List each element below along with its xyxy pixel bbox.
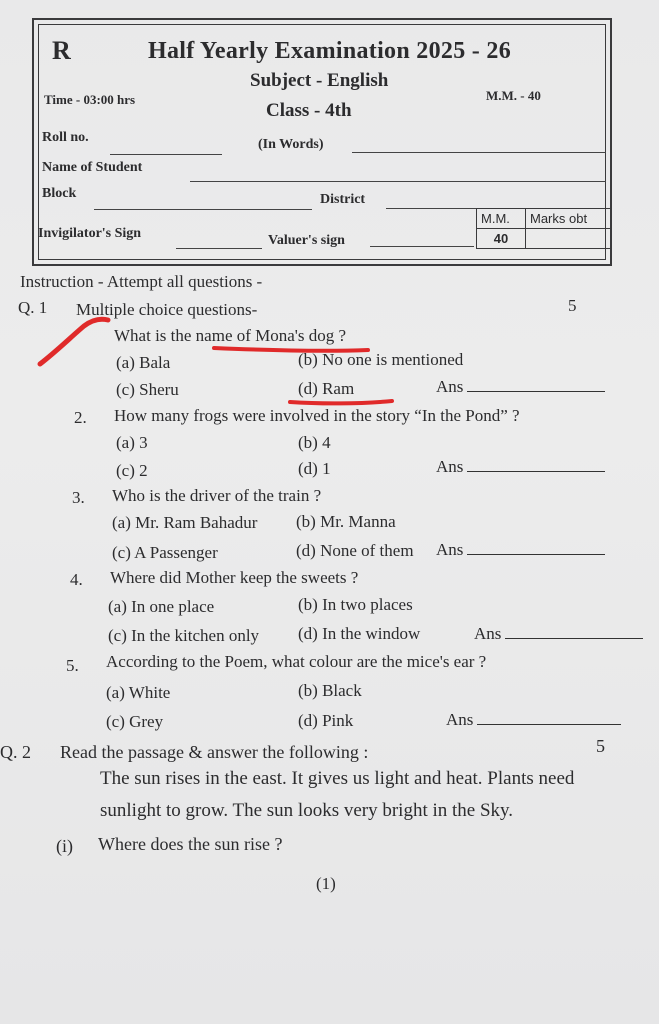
q1-item1-option-d: (d) Ram: [298, 379, 355, 398]
block-label: Block: [42, 186, 77, 201]
q2-passage-line2: sunlight to grow. The sun looks very bright in the Sky.: [100, 800, 514, 821]
q1-item4-option-b: (b) In two places: [298, 595, 413, 614]
q1-item1-answer[interactable]: [436, 377, 605, 397]
district-label: District: [320, 192, 366, 207]
q1-item3-option-a: (a) Mr. Ram Bahadur: [112, 513, 258, 532]
invigilator-sign-label: Invigilator's Sign: [38, 226, 142, 241]
q1-item3-text: Who is the driver of the train ?: [112, 486, 322, 505]
q1-item4-answer[interactable]: [474, 624, 643, 644]
in-words-label: (In Words): [258, 137, 324, 152]
q1-item3-option-d: (d) None of them: [296, 541, 414, 560]
max-marks-label: M.M. - 40: [486, 88, 541, 103]
roll-no-field[interactable]: [110, 154, 222, 155]
page-number: (1): [316, 874, 336, 893]
q1-item5-option-a: (a) White: [106, 683, 171, 702]
q1-item3-option-b: (b) Mr. Manna: [296, 512, 396, 531]
q1-item4-option-a: (a) In one place: [108, 597, 215, 616]
q1-title: Multiple choice questions-: [76, 300, 258, 319]
mm-value: 40: [477, 229, 526, 249]
instruction-text: Instruction - Attempt all questions -: [20, 272, 263, 291]
answer-line: [477, 710, 621, 725]
mm-header: M.M.: [477, 209, 526, 229]
roll-no-label: Roll no.: [42, 130, 89, 145]
marks-table: [476, 208, 611, 249]
q1-item5-number: 5.: [66, 656, 79, 675]
q1-item2-text: How many frogs were involved in the story “In the Pond” ?: [114, 406, 520, 425]
q1-item4-option-d: (d) In the window: [298, 624, 421, 643]
answer-label: Ans: [446, 710, 474, 729]
q1-item3-answer[interactable]: [436, 540, 605, 560]
q2-passage-line1: The sun rises in the east. It gives us light and heat. Plants need: [100, 768, 575, 789]
answer-label: Ans: [474, 624, 502, 643]
q1-item2-answer[interactable]: [436, 457, 605, 477]
q1-marks: 5: [568, 296, 577, 315]
q1-item1-option-c: (c) Sheru: [116, 380, 179, 399]
q1-item4-text: Where did Mother keep the sweets ?: [110, 568, 359, 587]
valuer-sign-label: Valuer's sign: [268, 233, 345, 248]
exam-title: Half Yearly Examination 2025 - 26: [148, 38, 511, 64]
q1-item2-option-d: (d) 1: [298, 459, 331, 478]
q2-number: Q. 2: [0, 742, 31, 762]
answer-label: Ans: [436, 540, 464, 559]
set-code: R: [52, 36, 71, 65]
invigilator-sign-field[interactable]: [176, 248, 262, 249]
student-name-field[interactable]: [190, 181, 606, 182]
class-label: Class - 4th: [266, 100, 352, 121]
q2-title: Read the passage & answer the following :: [60, 742, 369, 762]
q1-item5-option-c: (c) Grey: [106, 712, 164, 731]
q1-item4-number: 4.: [70, 570, 83, 589]
q1-item2-option-b: (b) 4: [298, 433, 331, 452]
marks-obt-value[interactable]: [526, 229, 611, 249]
answer-label: Ans: [436, 457, 464, 476]
answer-line: [505, 624, 643, 639]
q2-sub-number: (i): [56, 836, 73, 856]
q1-item5-text: According to the Poem, what colour are the mice's ear ?: [106, 652, 487, 671]
q2-sub-question: Where does the sun rise ?: [98, 834, 283, 854]
q1-number: Q. 1: [18, 298, 48, 317]
q1-item1-option-b: (b) No one is mentioned: [298, 350, 464, 369]
in-words-field[interactable]: [352, 152, 606, 153]
valuer-sign-field[interactable]: [370, 246, 474, 247]
block-field[interactable]: [94, 209, 312, 210]
q1-item4-option-c: (c) In the kitchen only: [108, 626, 260, 645]
q1-item3-option-c: (c) A Passenger: [112, 543, 218, 562]
q1-item5-answer[interactable]: [446, 710, 621, 730]
red-underline-option-d: [290, 401, 392, 403]
student-name-label: Name of Student: [42, 160, 143, 175]
q1-item3-number: 3.: [72, 488, 85, 507]
q1-item5-option-d: (d) Pink: [298, 711, 354, 730]
q1-item1-option-a: (a) Bala: [116, 353, 171, 372]
q1-item1-text: What is the name of Mona's dog ?: [114, 326, 347, 345]
q1-item2-option-a: (a) 3: [116, 433, 148, 452]
red-tick-mark: [40, 319, 108, 364]
subject-label: Subject - English: [250, 70, 389, 91]
time-label: Time - 03:00 hrs: [44, 92, 136, 107]
answer-line: [467, 377, 605, 392]
answer-line: [467, 457, 605, 472]
q1-item2-number: 2.: [74, 408, 87, 427]
q1-item2-option-c: (c) 2: [116, 461, 148, 480]
marks-obt-header: Marks obt: [526, 209, 611, 229]
q1-item5-option-b: (b) Black: [298, 681, 362, 700]
q2-marks: 5: [596, 736, 605, 756]
answer-label: Ans: [436, 377, 464, 396]
answer-line: [467, 540, 605, 555]
